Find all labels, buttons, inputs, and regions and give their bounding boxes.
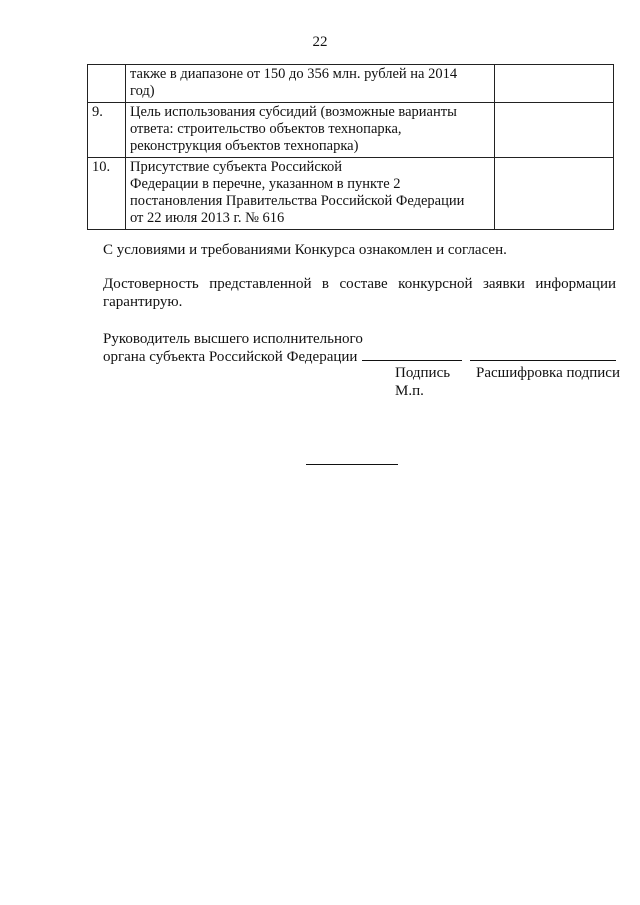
row-number (88, 65, 126, 103)
row-number: 9. (88, 103, 126, 158)
row-number: 10. (88, 158, 126, 230)
table-row (88, 103, 614, 158)
criteria-table (87, 64, 614, 230)
signatory-title (103, 330, 363, 366)
signatory-line-1: Руководитель высшего исполнительного (103, 331, 363, 347)
signature-label: Подпись (395, 365, 451, 381)
row-text: Присутствие субъекта Российской Федерации в перечне, указанном в пункте 2 постановления Правительства Российской Федерации от 22 июля 2013 г. № 616 (126, 158, 495, 230)
stamp-place-label: М.п. (395, 383, 424, 399)
signatory-line-2: органа субъекта Российской Федерации (103, 349, 358, 365)
table-row (88, 65, 614, 103)
signature-field[interactable] (362, 360, 462, 361)
guarantee-statement: Достоверность представленной в составе конкурсной заявки информации гарантирую. (103, 276, 616, 310)
page-number: 22 (312, 34, 328, 50)
signature-decoding-field[interactable] (470, 360, 616, 361)
end-divider (306, 464, 398, 465)
row-text: также в диапазоне от 150 до 356 млн. рублей на 2014 год) (126, 65, 495, 103)
table-row (88, 158, 614, 230)
row-answer-cell[interactable] (495, 103, 614, 158)
signature-decoding-label: Расшифровка подписи (476, 365, 620, 381)
row-text: Цель использования субсидий (возможные варианты ответа: строительство объектов технопарка, реконструкция объектов технопарка) (126, 103, 495, 158)
agreement-statement: С условиями и требованиями Конкурса ознакомлен и согласен. (103, 242, 507, 258)
row-answer-cell[interactable] (495, 65, 614, 103)
row-answer-cell[interactable] (495, 158, 614, 230)
